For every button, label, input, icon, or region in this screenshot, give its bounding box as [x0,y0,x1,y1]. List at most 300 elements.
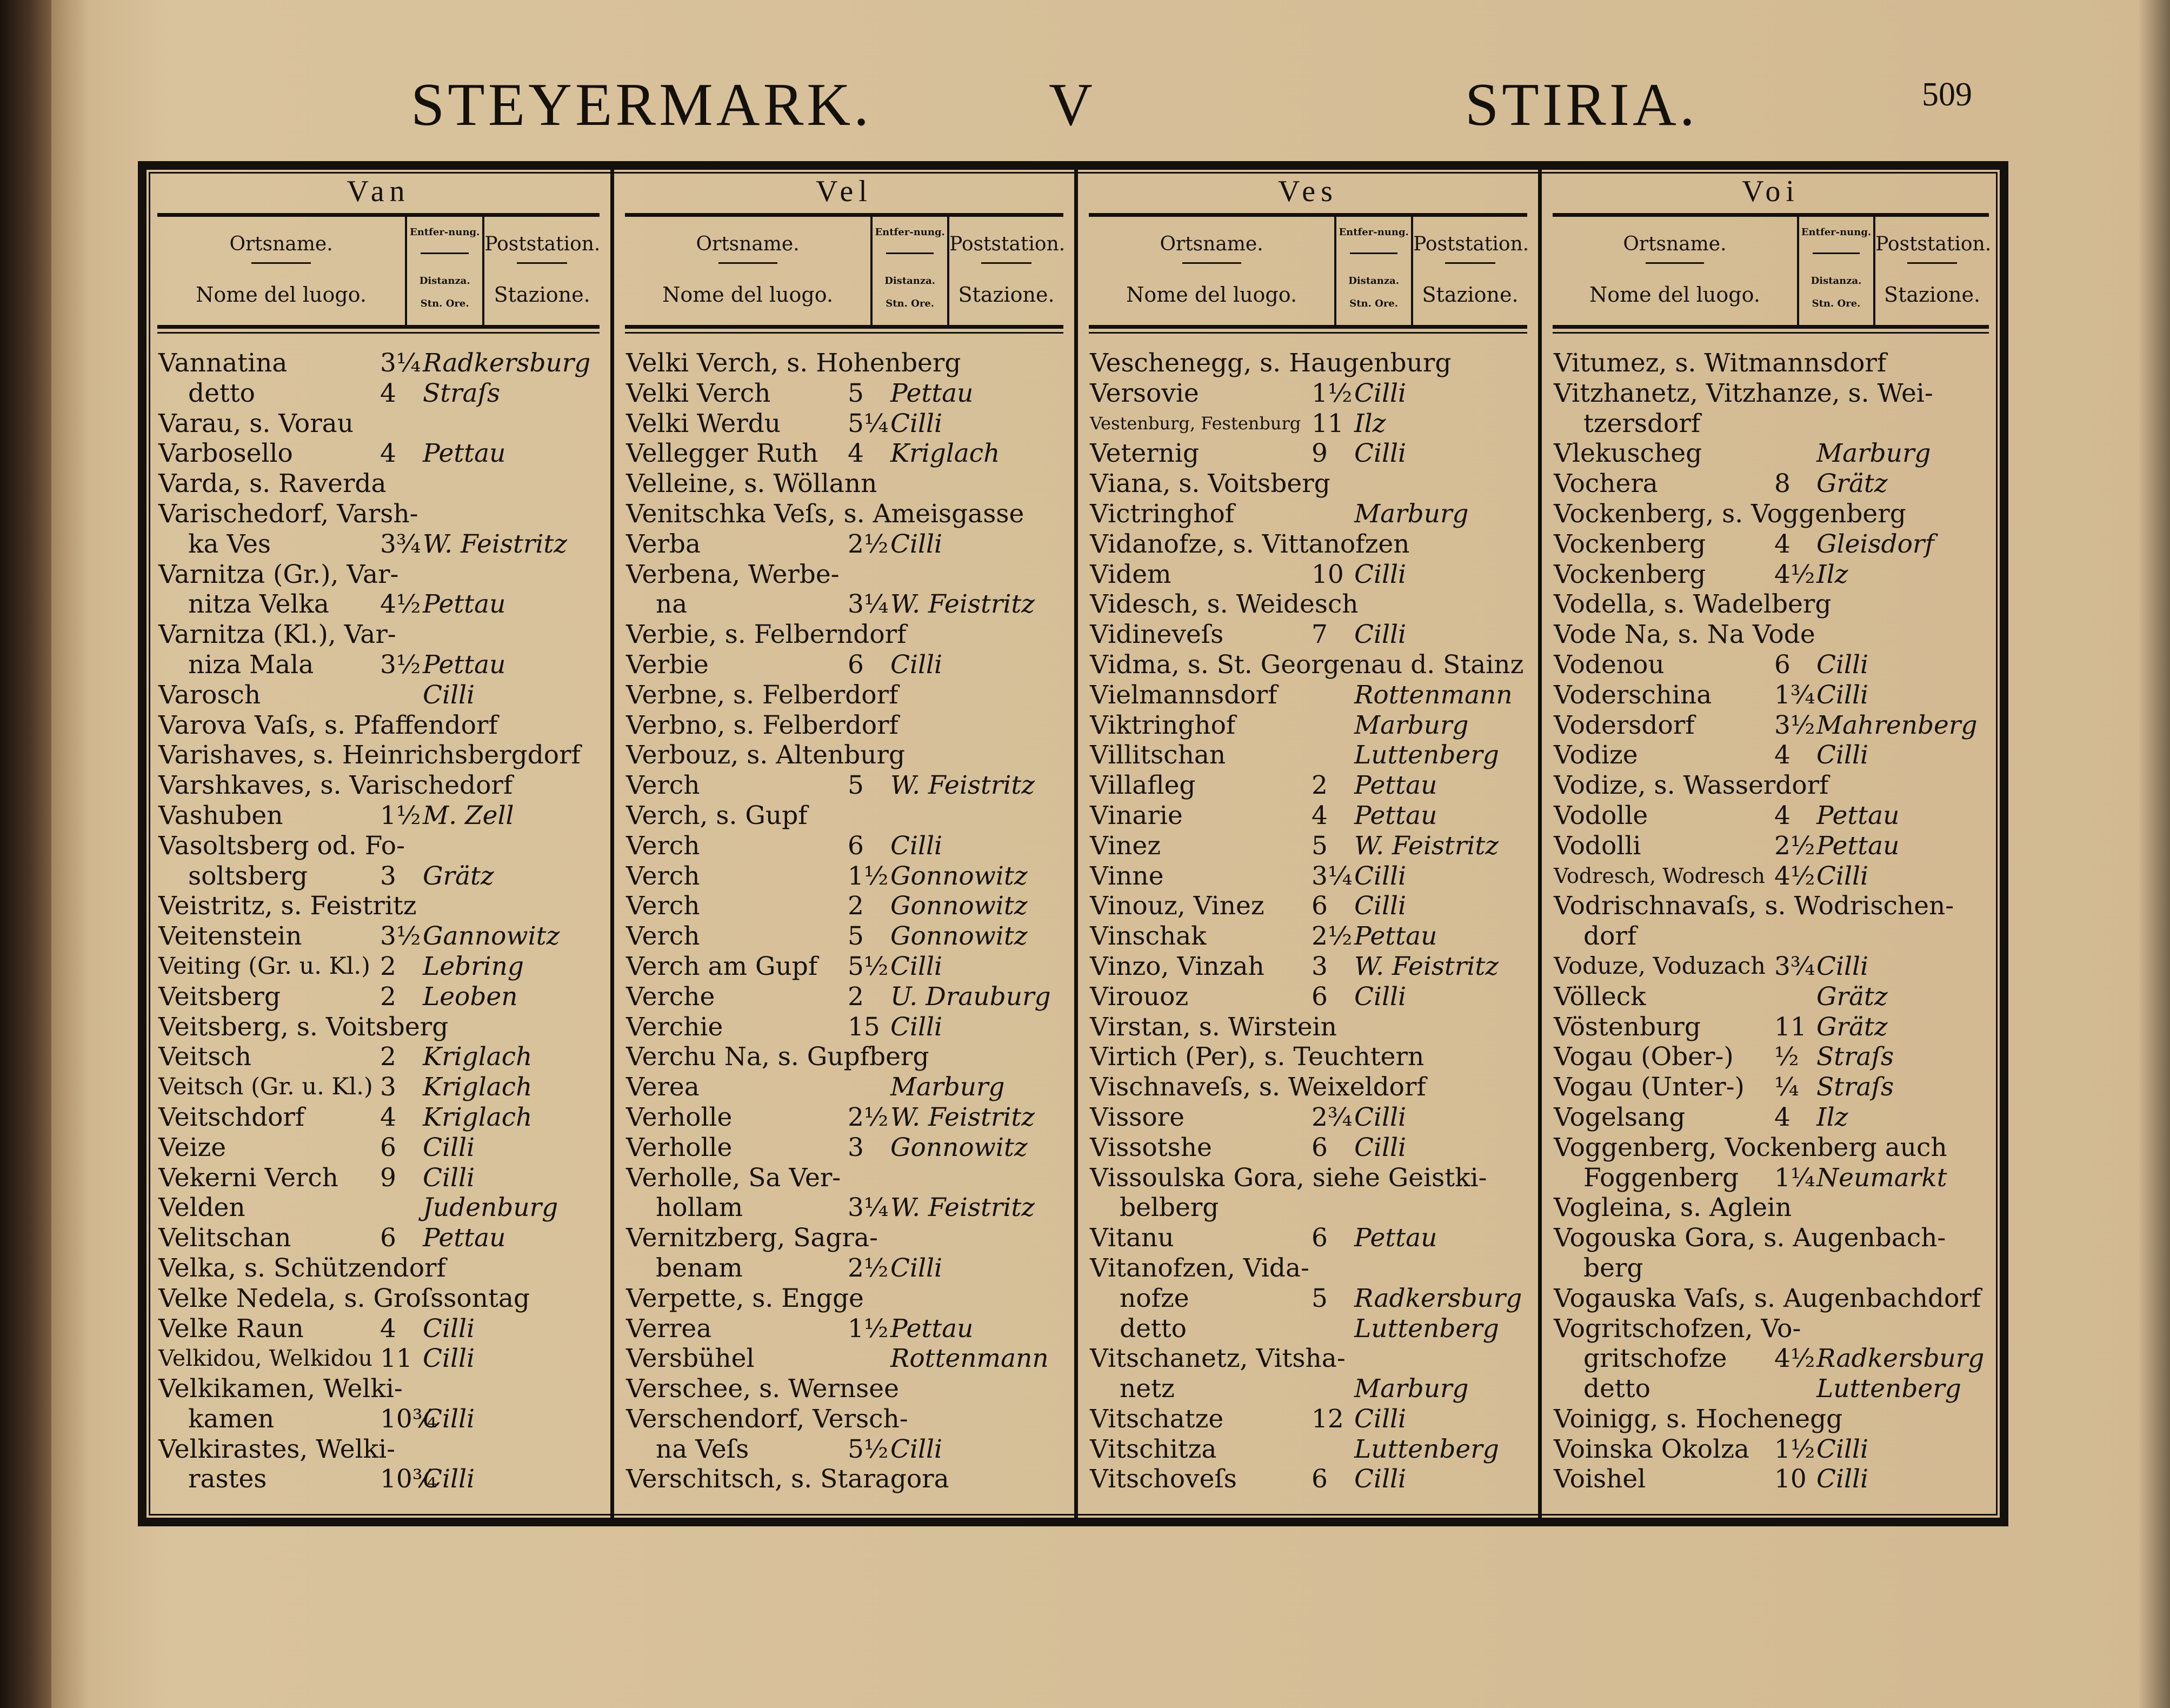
table-row [158,1133,606,1163]
post-station: Cilli [890,951,943,981]
place-name: Vischnaveſs, s. Weixeldorf [1090,1072,1426,1102]
table-row [158,1223,606,1253]
place-name: Villitschan [1090,740,1226,770]
place-name: Verholle, Sa Ver- [626,1162,841,1193]
table-row [1090,1042,1534,1072]
subheader-name-de: Ortsname. [229,233,333,255]
table-row [1554,710,1995,741]
place-name: Verch [626,830,700,861]
place-name: Verholle [626,1102,733,1132]
post-station: Cilli [423,1404,475,1434]
place-name: Vitschitza [1090,1434,1217,1464]
table-row [626,438,1070,469]
column-subheader [625,213,1066,329]
table-row [158,560,606,590]
subheader-post-it: Stazione. [1884,283,1981,307]
place-name: Virouoz [1090,981,1189,1012]
place-name: Vekerni Verch [158,1162,338,1193]
distance: 10 [1312,559,1344,589]
post-station: Cilli [890,1253,943,1283]
place-name: netz [1120,1374,1175,1404]
table-row [1554,952,1995,982]
table-row [626,891,1070,921]
subheader-post-de: Poststation. [1875,233,1992,255]
table-row [1554,801,1995,831]
place-name: Velke Raun [158,1313,304,1344]
post-station: Kriglach [890,438,1000,469]
table-row [626,1012,1070,1042]
column-heading: Vel [816,175,873,208]
post-station: Pettau [423,438,506,469]
place-name: Vitanofzen, Vida- [1090,1253,1309,1283]
table-row [1090,1404,1534,1434]
table-row [1090,560,1534,590]
table-row [626,1193,1070,1223]
distance: 2½ [1774,830,1815,861]
subheader-post-de: Poststation. [949,233,1066,255]
distance: 3½ [380,649,421,680]
place-name: Verbno, s. Felberdorf [626,710,898,740]
distance: 15 [848,1012,880,1042]
post-station: Cilli [423,680,475,710]
place-name: Villafleg [1090,770,1196,801]
post-station: W. Feistritz [1354,830,1499,861]
subheader-divider [517,262,568,264]
table-row [158,469,606,499]
distance: 3½ [1774,710,1815,740]
post-station: W. Feistritz [890,589,1035,620]
distance: 3 [380,1072,396,1102]
place-name: Vasoltsberg od. Fo- [158,830,405,861]
distance: 7 [1312,620,1328,650]
table-row [1090,1193,1534,1223]
place-name: Vitschoveſs [1090,1464,1237,1494]
place-name: soltsberg [188,861,308,891]
table-row [1090,499,1534,529]
distance: 2 [1312,770,1328,801]
table-row [1554,1163,1995,1193]
table-row [626,1404,1070,1434]
post-station: Radkersburg [1354,1283,1522,1313]
table-row [626,409,1070,439]
place-name: Varnitza (Kl.), Var- [158,620,396,650]
distance: 4 [1774,800,1790,830]
place-name: Versbühel [626,1344,755,1374]
subheader-post-de: Poststation. [484,233,601,255]
post-station: Cilli [890,649,943,680]
distance: 3 [848,1132,864,1162]
post-station: Pettau [890,1313,974,1344]
place-name: gritschofze [1583,1344,1727,1374]
post-station: Leoben [423,981,518,1012]
table-row [626,952,1070,982]
place-name: Verschendorf, Versch- [626,1404,908,1434]
subheader-name-it: Nome del luogo. [196,283,367,307]
table-row [1554,1072,1995,1102]
post-station: Cilli [423,1132,475,1162]
table-row [626,1344,1070,1374]
table-row [1554,1012,1995,1042]
post-station: Gannowitz [423,921,560,952]
distance: 6 [1774,649,1790,680]
table-row [626,1284,1070,1314]
place-name: Vogouska Gora, s. Augenbach- [1554,1223,1946,1253]
distance: 5 [848,770,864,801]
post-station: Cilli [423,1313,475,1344]
subheader-distance [1797,217,1875,325]
table-row [158,378,606,409]
distance: 9 [1312,438,1328,469]
place-name: Verch am Gupf [626,951,818,981]
place-name: Vogau (Unter-) [1554,1072,1745,1102]
table-row [1554,1193,1995,1223]
subheader-post-it: Stazione. [1422,283,1519,307]
place-name: Verea [626,1072,700,1102]
table-row [1090,1072,1534,1102]
distance: 11 [380,1344,412,1374]
place-name: detto [188,378,255,408]
post-station: Marburg [1354,1374,1469,1404]
post-station: Rottenmann [1354,680,1513,710]
table-row [1090,1012,1534,1042]
subheader-divider [1646,262,1704,264]
subheader-name-it: Nome del luogo. [662,283,834,307]
table-row [1090,680,1534,710]
distance: 2½ [848,529,889,559]
table-row [158,770,606,801]
post-station: Ilz [1354,408,1386,438]
place-name: Verholle [626,1132,733,1162]
place-name: Verbouz, s. Altenburg [626,740,906,770]
subheader-post [1413,217,1527,325]
table-row [1554,1344,1995,1374]
column-heading: Van [347,175,410,208]
place-name: Veitsch [158,1042,252,1072]
distance: 5 [1312,1283,1328,1313]
table-row [158,921,606,952]
post-station: U. Drauburg [890,981,1051,1012]
distance: 4½ [1774,861,1815,891]
table-row [626,1434,1070,1465]
post-station: Pettau [1354,770,1437,801]
subheader-divider [1350,252,1397,254]
column-heading: Voi [1742,175,1800,208]
post-station: Cilli [423,1344,475,1374]
table-row [158,1012,606,1042]
post-station: Pettau [423,589,506,620]
table-row [158,1042,606,1072]
entry-list [1090,348,1534,1494]
distance: 6 [1312,1464,1328,1494]
place-name: Veiting (Gr. u. Kl.) [158,952,370,980]
table-row [626,1464,1070,1494]
place-name: benam [656,1253,743,1283]
place-name: Vodenou [1554,649,1665,680]
place-name: Vogritschofzen, Vo- [1554,1313,1801,1344]
page-header [411,70,1979,151]
post-station: Cilli [1354,1464,1407,1494]
post-station: Luttenberg [1816,1374,1961,1404]
post-station: Grätz [423,861,494,891]
distance: 2½ [848,1102,889,1132]
place-name: Vogleina, s. Aglein [1554,1193,1792,1223]
post-station: Grätz [1816,981,1888,1012]
place-name: nitza Velka [188,589,329,620]
table-row [1554,409,1995,439]
table-row [1090,438,1534,469]
place-name: Vockenberg [1554,529,1706,559]
place-name: Victringhof [1090,499,1235,529]
table-row [626,469,1070,499]
distance: 10¾ [380,1404,437,1434]
place-name: Verch [626,891,700,921]
table-row [158,1193,606,1223]
subheader-dist-de: Entfer-nung. [875,227,945,238]
place-name: Verschee, s. Wernsee [626,1374,899,1404]
post-station: Gleisdorf [1816,529,1934,559]
place-name: Veistritz, s. Feistritz [158,891,417,921]
post-station: Luttenberg [1354,1434,1499,1464]
distance: 3¾ [1774,951,1815,981]
subheader-post-it: Stazione. [958,283,1055,307]
subheader-name [625,217,870,325]
table-row [1554,1042,1995,1072]
place-name: Voishel [1554,1464,1646,1494]
place-name: Vashuben [158,800,283,830]
subheader-name [1553,217,1797,325]
distance: 3¼ [848,1193,889,1223]
post-station: Kriglach [423,1072,532,1102]
place-name: Veitsch (Gr. u. Kl.) [158,1073,373,1101]
place-name: ka Ves [188,529,271,559]
table-row [626,529,1070,560]
place-name: Voggenberg, Vockenberg auch [1554,1132,1947,1162]
post-station: Pettau [1354,1223,1437,1253]
subheader-dist-it: Distanza. [419,275,470,287]
distance: 2½ [848,1253,889,1283]
place-name: Vitumez, s. Witmannsdorf [1554,348,1887,378]
place-name: Vitzhanetz, Vitzhanze, s. Wei- [1554,378,1933,408]
place-name: Velke Nedela, s. Groſssontag [158,1283,530,1313]
subheader-post [949,217,1066,325]
entry-list [626,348,1070,1494]
column-subheader [1089,213,1527,329]
table-row [1090,1133,1534,1163]
place-name: kamen [188,1404,275,1434]
post-station: Pettau [423,649,506,680]
post-station: Gonnowitz [890,1132,1028,1162]
distance: 5 [848,378,864,408]
table-row [158,1434,606,1465]
place-name: Vlekuscheg [1554,438,1702,469]
post-station: Pettau [1816,830,1900,861]
place-name: hollam [656,1193,743,1223]
place-name: Vode Na, s. Na Vode [1554,620,1815,650]
place-name: Vodolle [1554,800,1648,830]
post-station: Cilli [1816,861,1869,891]
distance: 4½ [1774,1344,1815,1374]
table-row [158,710,606,741]
place-name: Varau, s. Vorau [158,408,354,438]
post-station: Cilli [1354,378,1407,408]
table-row [626,589,1070,620]
distance: 1½ [1774,1434,1815,1464]
column-van [147,170,610,1518]
place-name: detto [1583,1374,1650,1404]
distance: 4 [380,1313,396,1344]
distance: 2 [848,981,864,1012]
place-name: Voinska Okolza [1554,1434,1749,1464]
place-name: na [656,589,688,620]
place-name: berg [1583,1253,1643,1283]
distance: 2½ [1312,921,1353,952]
page-number: 509 [1922,76,1972,113]
post-station: Marburg [1354,499,1469,529]
place-name: Versovie [1090,378,1199,408]
table-row [158,499,606,529]
post-station: W. Feistritz [890,1193,1035,1223]
place-name: Veternig [1090,438,1199,469]
post-station: Straſs [1816,1042,1894,1072]
place-name: Verch, s. Gupf [626,800,808,830]
table-row [1554,770,1995,801]
place-name: nofze [1120,1283,1189,1313]
place-name: Vodize, s. Wasserdorf [1554,770,1829,801]
place-name: Virtich (Per), s. Teuchtern [1090,1042,1425,1072]
place-name: Vodize [1554,740,1638,770]
place-name: Vestenburg, Festenburg [1090,413,1301,434]
place-name: Vitschatze [1090,1404,1224,1434]
post-station: Gonnowitz [890,861,1028,891]
subheader-dist-unit: Stn. Ore. [886,298,935,309]
post-station: Cilli [423,1162,475,1193]
place-name: Velitschan [158,1223,291,1253]
table-row [1090,982,1534,1012]
table-row [1090,770,1534,801]
table-row [1554,680,1995,710]
place-name: Velkidou, Welkidou [158,1345,373,1372]
page-edge-shadow [2138,0,2170,1708]
distance: 3¼ [848,589,889,620]
table-row [1090,710,1534,741]
subheader-dist-it: Distanza. [1348,275,1400,287]
table-row [626,680,1070,710]
table-row [1090,1464,1534,1494]
title-german: STEYERMARK. [411,71,873,138]
place-name: Vodersdorf [1554,710,1695,740]
place-name: Vielmannsdorf [1090,680,1277,710]
post-station: Gonnowitz [890,891,1028,921]
place-name: Vannatina [158,348,288,378]
table-row [158,409,606,439]
post-station: Pettau [423,1223,506,1253]
table-row [158,620,606,650]
subheader-post [1875,217,1992,325]
distance: 3 [380,861,396,891]
table-row [1554,438,1995,469]
table-row [626,801,1070,831]
place-name: dorf [1583,921,1637,952]
place-name: Vöstenburg [1554,1012,1701,1042]
post-station: Mahrenberg [1816,710,1978,740]
subheader-post-de: Poststation. [1413,233,1529,255]
distance: 10 [1774,1464,1807,1494]
table-row [1554,1404,1995,1434]
distance: 4 [1312,800,1328,830]
table-row [1090,1102,1534,1133]
post-station: Radkersburg [1816,1344,1985,1374]
table-row [1090,1434,1534,1465]
post-station: Grätz [1816,469,1888,499]
table-row [626,831,1070,861]
place-name: Varishaves, s. Heinrichsbergdorf [158,740,581,770]
table-row [626,1072,1070,1102]
table-row [1090,1223,1534,1253]
table-row [626,740,1070,770]
distance: 3½ [380,921,421,952]
distance: 6 [848,649,864,680]
table-row [158,529,606,560]
post-station: M. Zell [423,800,514,830]
post-station: Cilli [1354,438,1407,469]
distance: 1½ [380,800,421,830]
table-row [1554,1464,1995,1494]
table-row [626,770,1070,801]
bottom-rule [146,1518,2000,1526]
table-row [1090,348,1534,378]
table-row [626,620,1070,650]
place-name: Verch [626,921,700,952]
post-station: Luttenberg [1354,1313,1499,1344]
table-row [158,891,606,921]
place-name: Vodrischnavaſs, s. Wodrischen- [1554,891,1954,921]
place-name: Vogauska Vaſs, s. Augenbachdorf [1554,1283,1981,1313]
table-row [1554,1102,1995,1133]
post-station: Cilli [1354,981,1407,1012]
place-name: Varshkaves, s. Varischedorf [158,770,513,801]
subheader-post-it: Stazione. [494,283,590,307]
table-row [1554,560,1995,590]
table-row [158,1404,606,1434]
table-row [1090,1253,1534,1284]
distance: 6 [380,1132,396,1162]
place-name: Vissoulska Gora, siehe Geistki- [1090,1162,1487,1193]
table-row [158,1163,606,1193]
entry-list [1554,348,1995,1494]
subheader-divider [1182,262,1241,264]
post-station: Cilli [423,1464,475,1494]
place-name: Veitenstein [158,921,302,952]
place-name: Velkirastes, Welki- [158,1434,396,1464]
subheader-dist-de: Entfer-nung. [410,227,480,238]
place-name: na Veſs [656,1434,749,1464]
subheader-name [157,217,405,325]
post-station: Cilli [890,830,943,861]
distance: 6 [1312,891,1328,921]
distance: 1½ [1312,378,1353,408]
place-name: Verchie [626,1012,723,1042]
table-row [1554,831,1995,861]
distance: 12 [1312,1404,1344,1434]
table-row [1554,529,1995,560]
table-row [1554,982,1995,1012]
post-station: Radkersburg [423,348,591,378]
table-row [1554,1374,1995,1404]
subheader-name-it: Nome del luogo. [1589,283,1760,307]
place-name: Vochera [1554,469,1658,499]
place-name: Veize [158,1132,227,1162]
distance: 3 [1312,951,1328,981]
